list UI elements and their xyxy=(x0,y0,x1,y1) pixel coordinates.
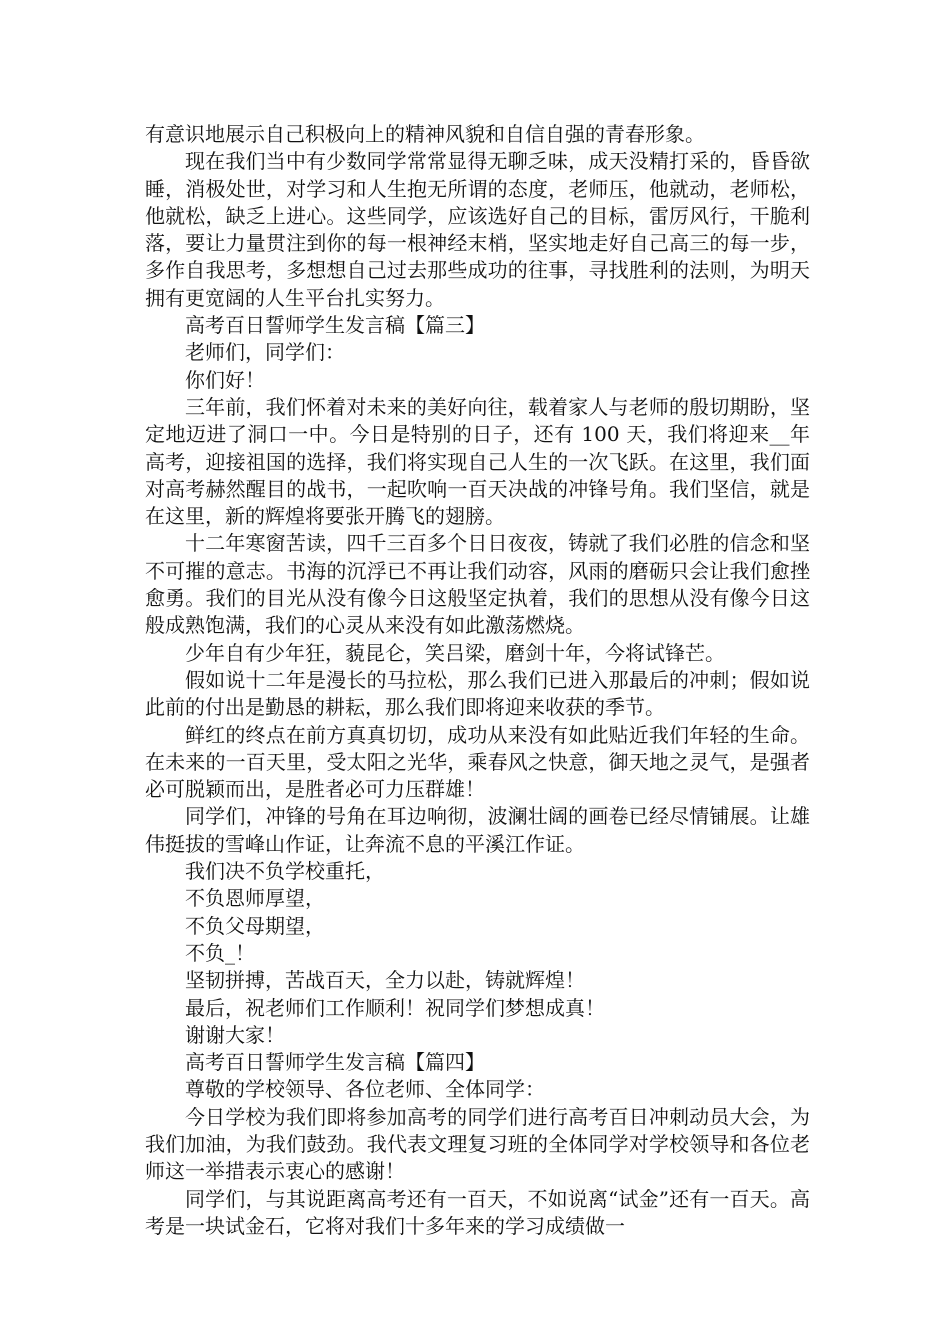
pledge-line: 坚韧拼搏，苦战百天，全力以赴，铸就辉煌！ xyxy=(185,968,585,993)
greeting: 你们好！ xyxy=(185,367,265,392)
section-heading-part-three: 高考百日誓师学生发言稿【篇三】 xyxy=(185,313,485,338)
paragraph-body: 同学们，与其说距离高考还有一百天，不如说离“试金”还有一百天。高考是一块试金石，它将对我们十多年来的学习成绩做一 xyxy=(145,1186,810,1238)
pledge-line: 不负父母期望， xyxy=(185,913,325,938)
pledge-line: 不负恩师厚望， xyxy=(185,886,325,911)
paragraph-body: 现在我们当中有少数同学常常显得无聊乏味，成天没精打采的，昏昏欲睡，消极处世，对学习和人生抱无所谓的态度，老师压，他就动，老师松，他就松，缺乏上进心。这些同学，应该选好自己的目标，雷厉风行，干脆利落，要让力量贯注到你的每一根神经末梢，坚实地走好自己高三的每一步，多作自我思考，多想想自己过去那些成功的往事，寻找胜利的法则，为明天拥有更宽阔的人生平台扎实努力。 xyxy=(145,149,810,310)
pledge-line: 我们决不负学校重托， xyxy=(185,859,385,884)
paragraph-body: 十二年寒窗苦读，四千三百多个日日夜夜，铸就了我们必胜的信念和坚不可摧的意志。书海的沉浮已不再让我们动容，风雨的磨砺只会让我们愈挫愈勇。我们的目光从没有像今日这般坚定执着，我们的思想从没有像今日这般成熟饱满，我们的心灵从来没有如此激荡燃烧。 xyxy=(145,531,810,638)
document-page xyxy=(145,121,810,1240)
section-heading-part-four: 高考百日誓师学生发言稿【篇四】 xyxy=(185,1050,485,1075)
paragraph-continuation: 有意识地展示自己积极向上的精神风貌和自信自强的青春形象。 xyxy=(145,122,705,146)
paragraph-body: 假如说十二年是漫长的马拉松，那么我们已进入那最后的冲刺；假如说此前的付出是勤恳的耕耘，那么我们即将迎来收获的季节。 xyxy=(145,667,810,720)
paragraph-body: 同学们，冲锋的号角在耳边响彻，波澜壮阔的画卷已经尽情铺展。让雄伟挺拔的雪峰山作证，让奔流不息的平溪江作证。 xyxy=(145,804,810,856)
paragraph-body: 少年自有少年狂，藐昆仑，笑吕梁，磨剑十年，今将试锋芒。 xyxy=(185,640,725,665)
paragraph-body: 今日学校为我们即将参加高考的同学们进行高考百日冲刺动员大会，为我们加油，为我们鼓劲。我代表文理复习班的全体同学对学校领导和各位老师这一举措表示衷心的感谢！ xyxy=(145,1104,810,1184)
paragraph-body: 三年前，我们怀着对未来的美好向往，载着家人与老师的殷切期盼，坚定地迈进了洞口一中。今日是特别的日子，还有 100 天，我们将迎来__年高考，迎接祖国的选择，我们将实现自己人生的一次飞跃。在这里，我们面对高考赫然醒目的战书，一起吹响一百天决战的冲锋号角。我们坚信，就是在这里，新的辉煌将要张开腾飞的翅膀。 xyxy=(145,394,810,529)
paragraph-body: 鲜红的终点在前方真真切切，成功从来没有如此贴近我们年轻的生命。在未来的一百天里，受太阳之光华，乘春风之快意，御天地之灵气，是强者必可脱颖而出，是胜者必可力压群雄！ xyxy=(145,722,810,802)
pledge-line: 不负_！ xyxy=(185,940,255,965)
closing-thanks: 谢谢大家！ xyxy=(185,1022,285,1047)
salutation: 老师们，同学们： xyxy=(185,340,345,365)
salutation: 尊敬的学校领导、各位老师、全体同学： xyxy=(185,1077,545,1102)
closing-wishes: 最后，祝老师们工作顺利！祝同学们梦想成真！ xyxy=(185,995,605,1020)
